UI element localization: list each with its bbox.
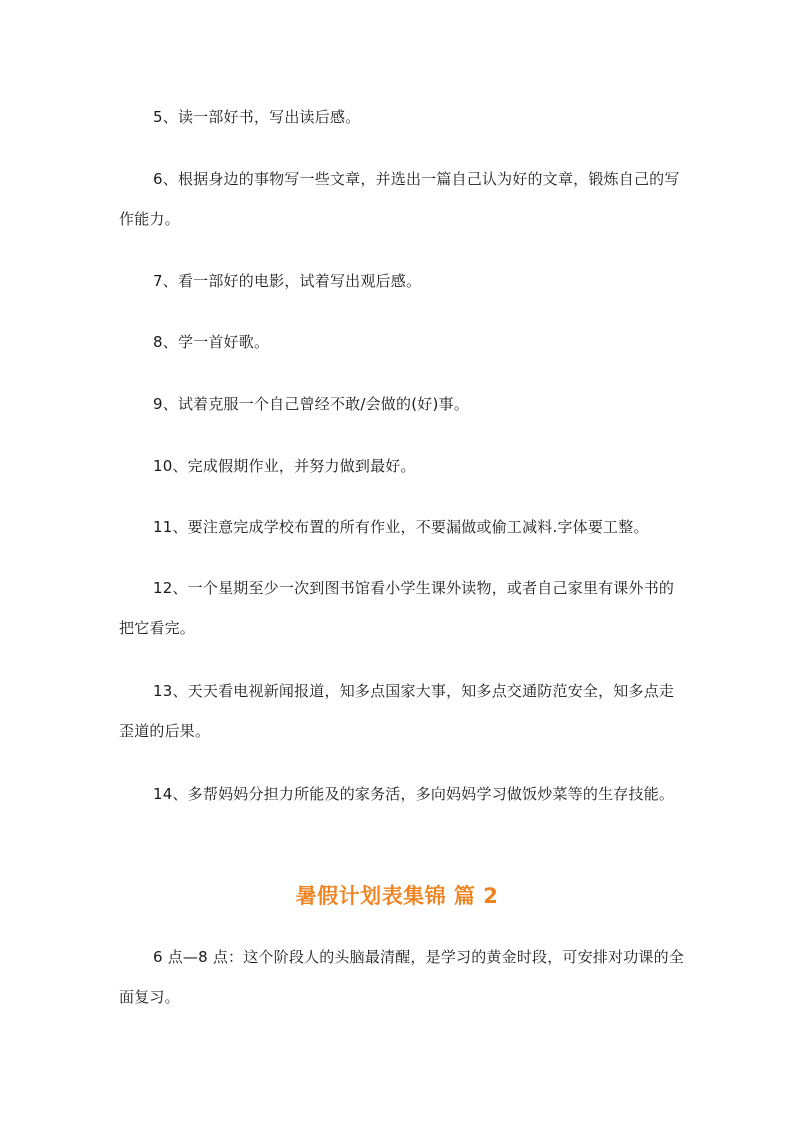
list-item: 6、根据身边的事物写一些文章，并选出一篇自己认为好的文章，锻炼自己的写作能力。 bbox=[119, 170, 680, 228]
section-paragraph: 6 点—8 点：这个阶段人的头脑最清醒，是学习的黄金时段，可安排对功课的全面复习。 bbox=[119, 948, 685, 1006]
list-item: 10、完成假期作业，并努力做到最好。 bbox=[153, 457, 416, 475]
list-item: 5、读一部好书，写出读后感。 bbox=[153, 108, 361, 126]
list-item: 9、试着克服一个自己曾经不敢/会做的(好)事。 bbox=[153, 395, 469, 413]
list-item: 12、一个星期至少一次到图书馆看小学生课外读物，或者自己家里有课外书的把它看完。 bbox=[119, 579, 675, 637]
list-item: 14、多帮妈妈分担力所能及的家务活，多向妈妈学习做饭炒菜等的生存技能。 bbox=[153, 785, 675, 803]
list-item: 7、看一部好的电影，试着写出观后感。 bbox=[153, 272, 422, 290]
list-item: 8、学一首好歌。 bbox=[153, 333, 270, 351]
list-item: 11、要注意完成学校布置的所有作业，不要漏做或偷工减料.字体要工整。 bbox=[153, 518, 649, 536]
section-heading: 暑假计划表集锦 篇 2 bbox=[295, 884, 499, 908]
list-item: 13、天天看电视新闻报道，知多点国家大事，知多点交通防范安全，知多点走歪道的后果。 bbox=[119, 682, 675, 740]
